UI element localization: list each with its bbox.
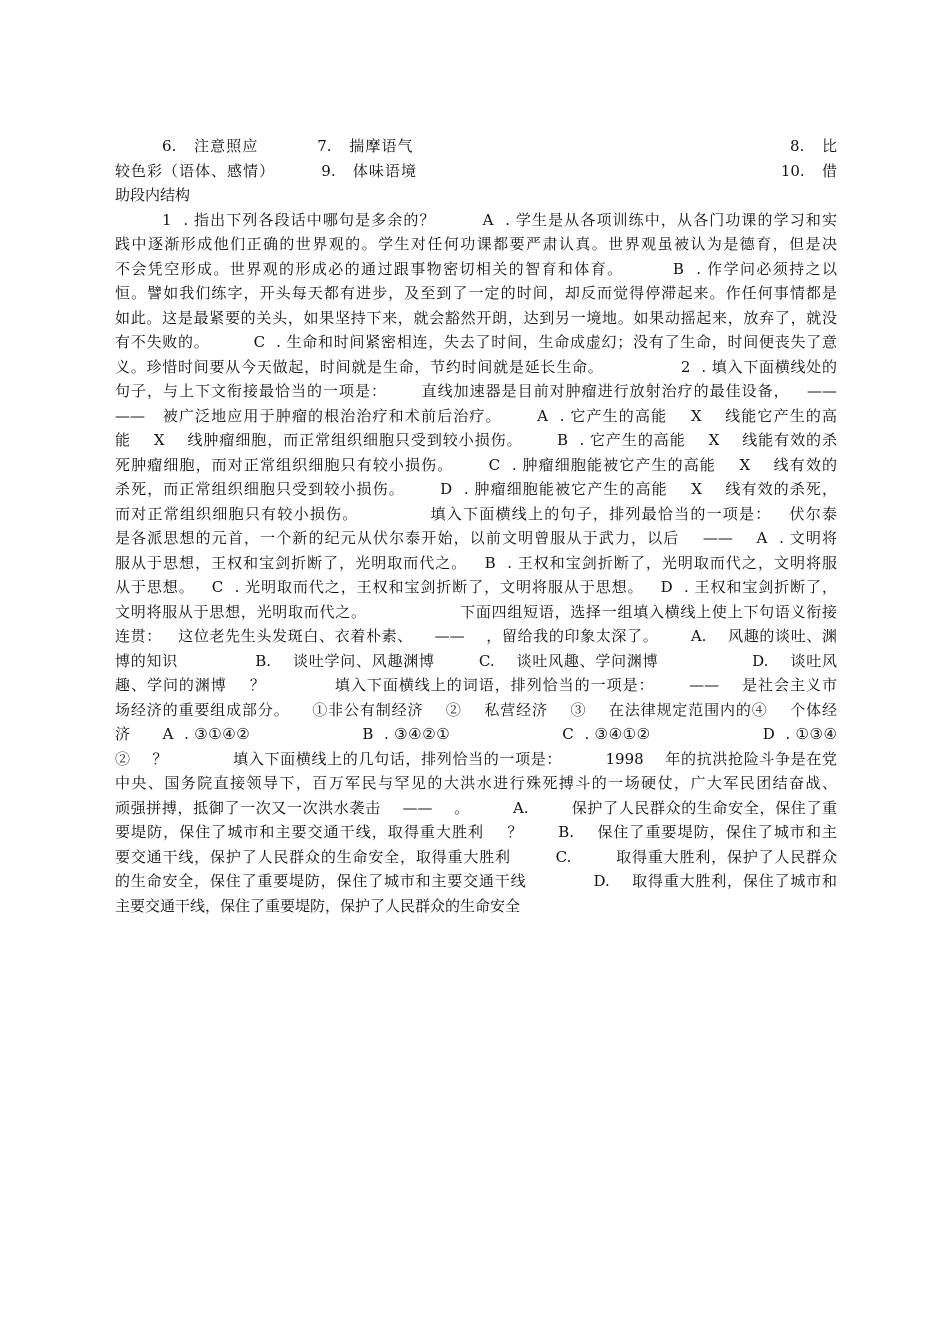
text-line: 较色彩（语体、感情） 9. 体味语境 10. 借 bbox=[115, 161, 837, 180]
text-line: 的生命安全，保住了重要堤防，保住了城市和主要交通干线 D. 取得重大胜利，保住了城市和 bbox=[115, 872, 837, 890]
text-line: 博的知识 B. 谈吐学问、风趣渊博 C. 谈吐风趣、学问渊博 D. 谈吐风 bbox=[115, 651, 837, 670]
text-line: 服从于思想，王权和宝剑折断了，光明取而代之。 B . 王权和宝剑折断了，光明取而代之，文明将服 bbox=[115, 553, 837, 572]
text-line: —— 被广泛地应用于肿瘤的根治治疗和术前后治疗。 A . 它产生的高能 X 线能它产生的高 bbox=[115, 406, 837, 425]
text-line: 不会凭空形成。世界观的形成必的通过跟事物密切相关的智育和体育。 B . 作学问必须持之以 bbox=[115, 259, 837, 278]
text-line: 恒。譬如我们练字，开头每天都有进步，及至到了一定的时间，却反而觉得停滞起来。作任何事情都是 bbox=[115, 284, 837, 302]
text-line: 中央、国务院直接领导下，百万军民与罕见的大洪水进行殊死搏斗的一场硬仗，广大军民团结奋战、 bbox=[115, 774, 837, 792]
text-line: 1 . 指出下列各段话中哪句是多余的？ A . 学生是从各项训练中，从各门功课的学习和实 bbox=[115, 210, 837, 229]
text-line: 连贯： 这位老先生头发斑白、衣着朴素、 —— ，留给我的印象太深了。 A. 风趣的谈吐、渊 bbox=[115, 627, 837, 645]
text-line: 死肿瘤细胞，而对正常组织细胞只有较小损伤。 C . 肿瘤细胞能被它产生的高能 X 线有效的 bbox=[115, 455, 837, 474]
text-line: 场经济的重要组成部分。 ①非公有制经济 ② 私营经济 ③ 在法律规定范围内的④ 个体经 bbox=[115, 700, 837, 719]
text-line: 济 A . ③①④② B . ③④②① C . ③④①② D . ①③④ bbox=[115, 725, 837, 743]
text-line: 助段内结构 bbox=[115, 186, 191, 204]
text-line: 而对正常组织细胞只有较小损伤。 填入下面横线上的句子，排列最恰当的一项是： 伏尔泰 bbox=[115, 504, 837, 523]
text-line: 趣、学问的渊博 ？ 填入下面横线上的词语，排列恰当的一项是： —— 是社会主义市 bbox=[115, 676, 837, 694]
document-body bbox=[115, 134, 837, 918]
text-line: 践中逐渐形成他们正确的世界观的。学生对任何功课都要严肃认真。世界观虽被认为是德育，但是决 bbox=[115, 235, 837, 253]
text-line: 主要交通干线，保住了重要堤防，保护了人民群众的生命安全 bbox=[115, 896, 521, 915]
text-line: 从于思想。 C . 光明取而代之，王权和宝剑折断了，文明将服从于思想。 D . 王权和宝剑折断了， bbox=[115, 578, 837, 596]
text-line: 句子，与上下文衔接最恰当的一项是： 直线加速器是目前对肿瘤进行放射治疗的最佳设备， —— bbox=[115, 382, 837, 400]
text-line: 是各派思想的元首，一个新的纪元从伏尔泰开始，以前文明曾服从于武力，以后 —— A . 文明将 bbox=[115, 529, 837, 547]
text-line: ② ？ 填入下面横线上的几句话，排列恰当的一项是： 1998 年的抗洪抢险斗争是在党 bbox=[115, 749, 837, 768]
text-line: 能 X 线肿瘤细胞，而正常组织细胞只受到较小损伤。 B . 它产生的高能 X 线能有效的杀 bbox=[115, 431, 837, 449]
text-line: 要交通干线，保护了人民群众的生命安全，取得重大胜利 C. 取得重大胜利，保护了人民群众 bbox=[115, 847, 837, 866]
text-line: 杀死，而正常组织细胞只受到较小损伤。 D . 肿瘤细胞能被它产生的高能 X 线有效的杀死， bbox=[115, 480, 837, 498]
text-line: 如此。这是最紧要的关头，如果坚持下来，就会豁然开朗，达到另一境地。如果动摇起来，放弃了，就没 bbox=[115, 308, 837, 327]
text-line: 顽强拼搏，抵御了一次又一次洪水袭击 —— 。 A. 保护了人民群众的生命安全，保住了重 bbox=[115, 798, 837, 817]
text-line: 有不失败的。 C . 生命和时间紧密相连，失去了时间，生命成虚幻；没有了生命，时间便丧失了意 bbox=[115, 333, 837, 351]
text-line: 6. 注意照应 7. 揣摩语气 8. 比 bbox=[115, 137, 837, 155]
text-line: 文明将服从于思想，光明取而代之。 下面四组短语，选择一组填入横线上使上下句语义衔接 bbox=[115, 602, 837, 621]
text-line: 义。珍惜时间要从今天做起，时间就是生命，节约时间就是延长生命。 2 . 填入下面横线处的 bbox=[115, 357, 837, 376]
text-line: 要堤防，保住了城市和主要交通干线，取得重大胜利 ？ B. 保住了重要堤防，保住了城市和主 bbox=[115, 823, 837, 841]
